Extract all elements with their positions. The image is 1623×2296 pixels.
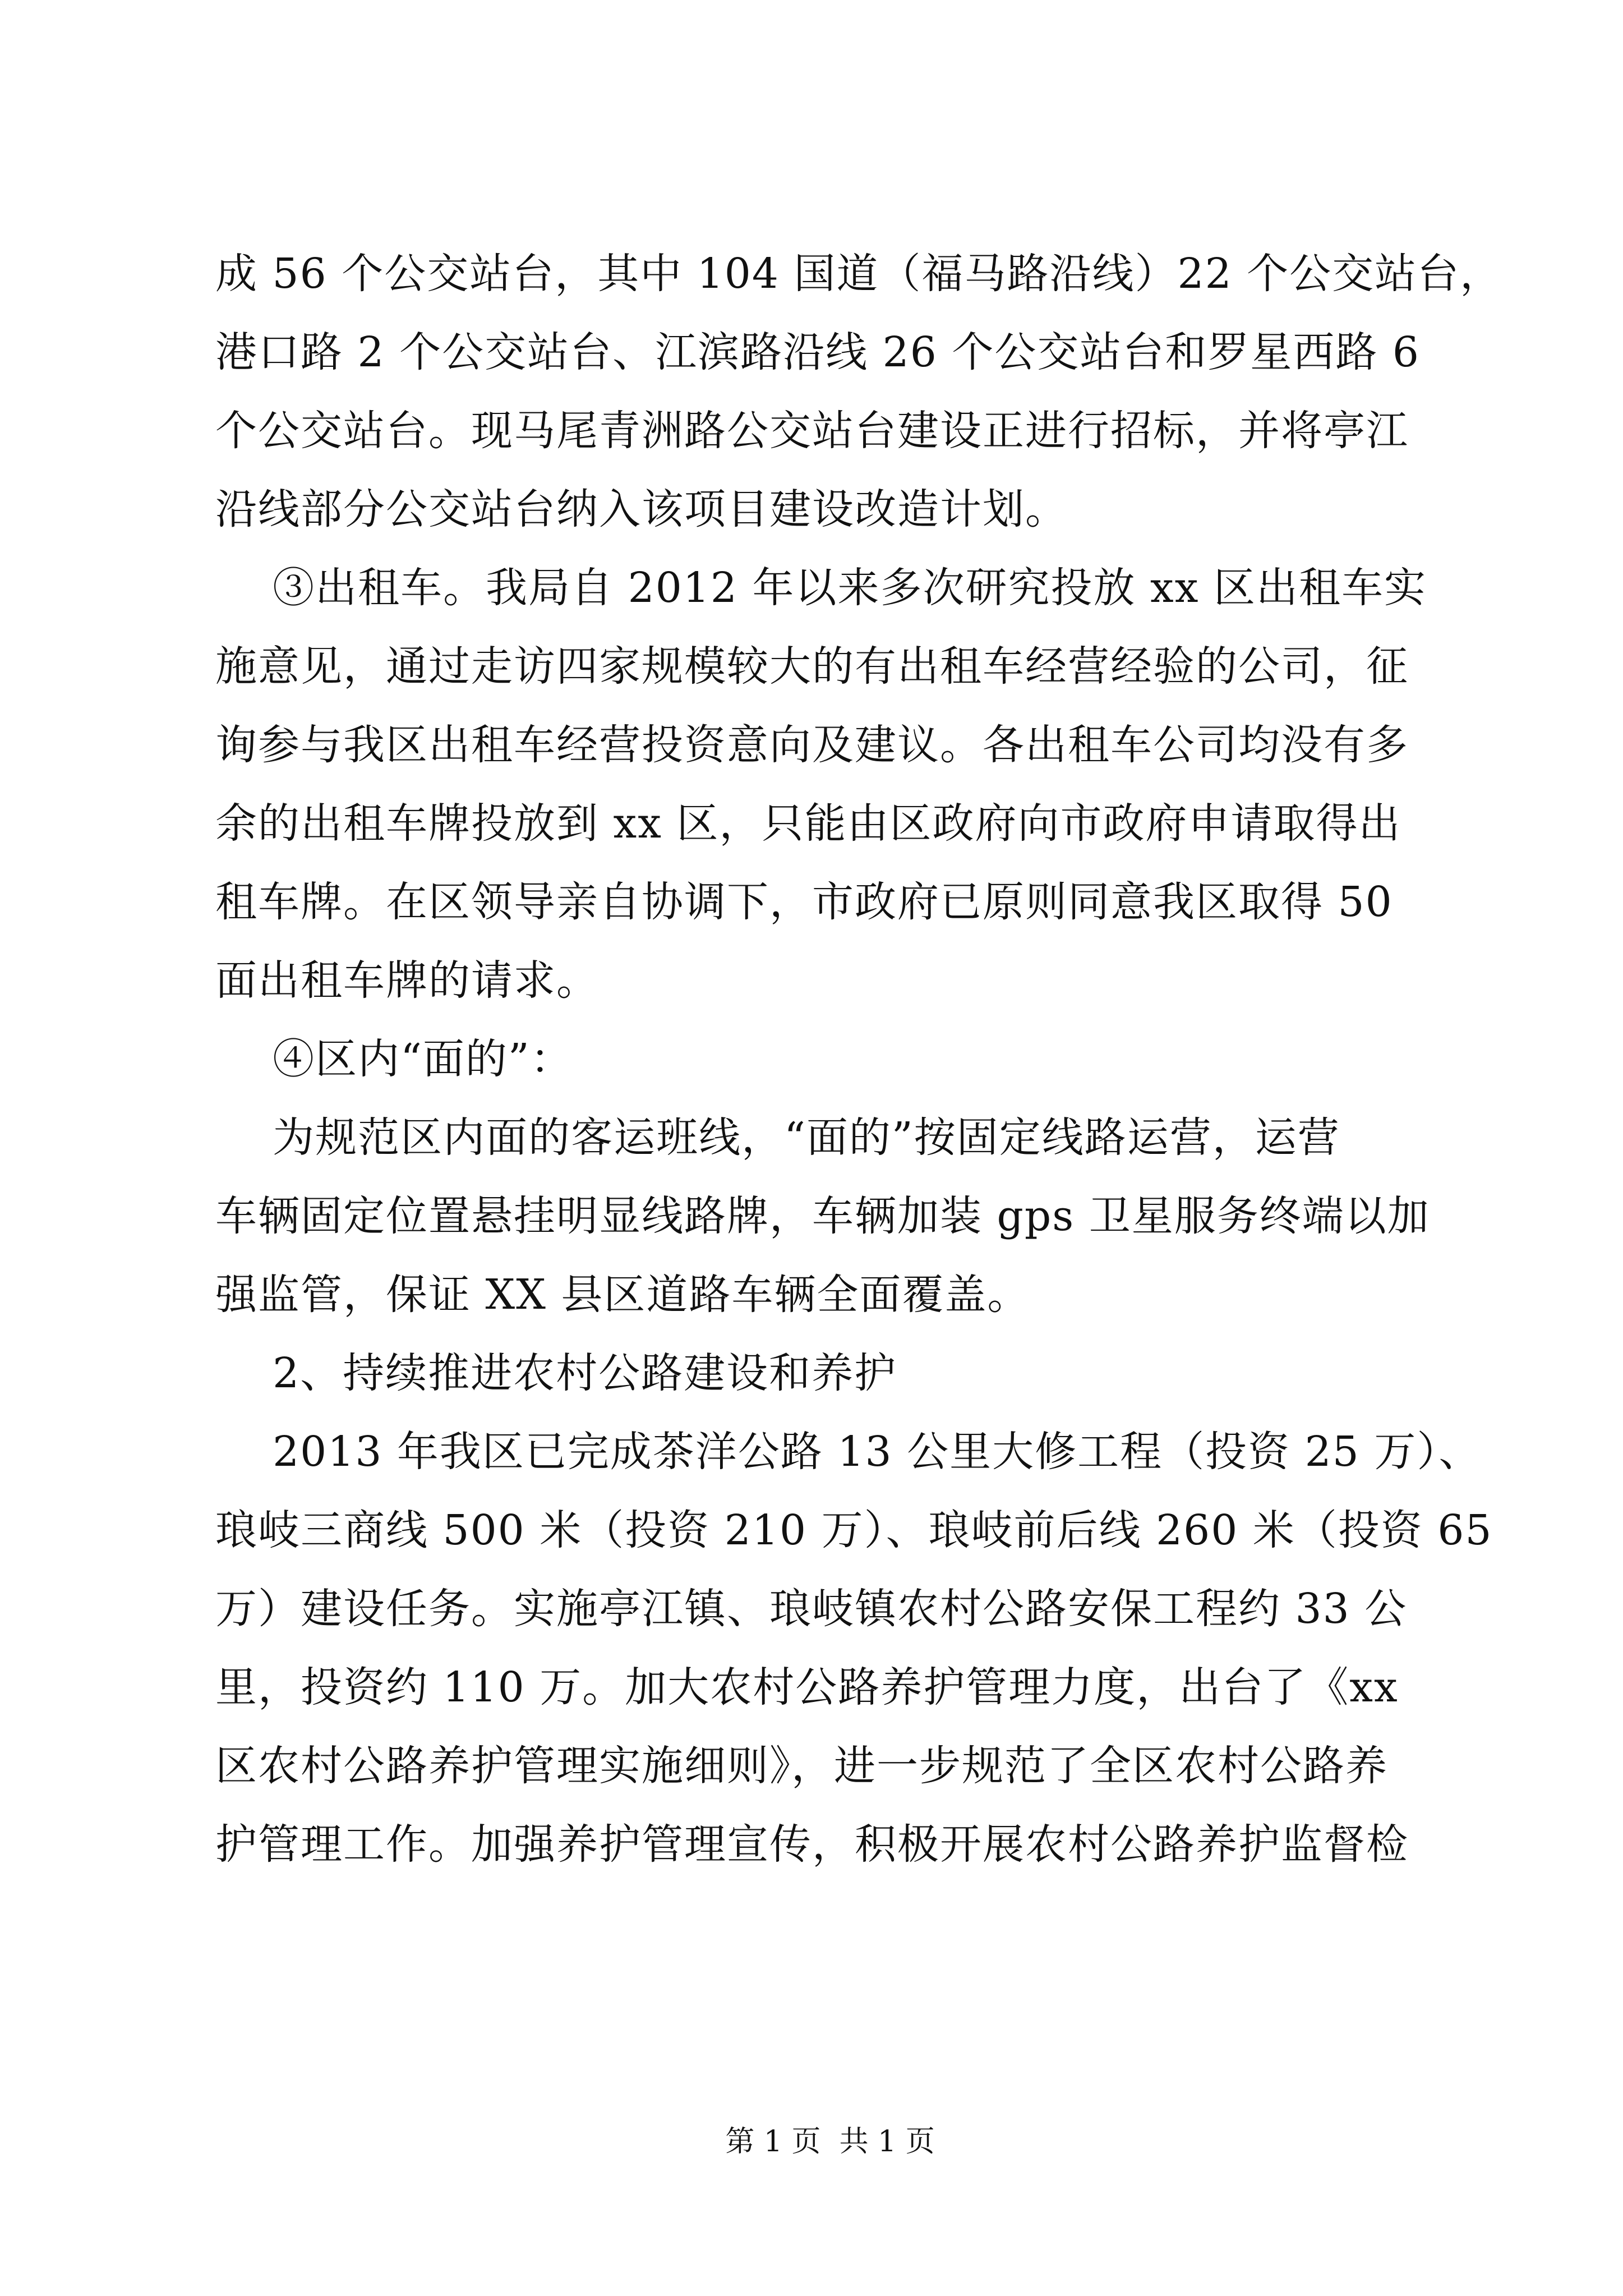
text-line: 万）建设任务。实施亭江镇、琅岐镇农村公路安保工程约 33 公 [215, 1585, 1408, 1633]
text-line: 施意见，通过走访四家规模较大的有出租车经营经验的公司，征 [215, 642, 1409, 691]
text-line: 余的出租车牌投放到 xx 区，只能由区政府向市政府申请取得出 [215, 799, 1401, 848]
text-line: 成 56 个公交站台，其中 104 国道（福马路沿线）22 个公交站台， [215, 250, 1503, 298]
text-line: 强监管，保证 XX 县区道路车辆全面覆盖。 [215, 1271, 1030, 1319]
text-line: 询参与我区出租车经营投资意向及建议。各出租车公司均没有多 [215, 721, 1409, 769]
text-line: 里，投资约 110 万。加大农村公路养护管理力度，出台了《xx [215, 1663, 1399, 1711]
page-footer [0, 2074, 1623, 2209]
text-line: 租车牌。在区领导亲自协调下，市政府已原则同意我区取得 50 [215, 878, 1393, 926]
text-line: 面出租车牌的请求。 [215, 956, 599, 1005]
page-number-label: 第 1 页 共 1 页 [725, 2125, 935, 2159]
text-line: 护管理工作。加强养护管理宣传，积极开展农村公路养护监督检 [215, 1820, 1409, 1869]
text-line: 区农村公路养护管理实施细则》，进一步规范了全区农村公路养 [215, 1742, 1388, 1790]
body-text [215, 234, 1503, 1884]
text-line: 港口路 2 个公交站台、江滨路沿线 26 个公交站台和罗星西路 6 [215, 328, 1420, 376]
text-line: 沿线部分公交站台纳入该项目建设改造计划。 [215, 485, 1068, 533]
text-line: 个公交站台。现马尾青洲路公交站台建设正进行招标，并将亭江 [215, 407, 1409, 455]
text-line: 为规范区内面的客运班线，“面的”按固定线路运营，运营 [215, 1114, 1340, 1162]
text-line: ③出租车。我局自 2012 年以来多次研究投放 xx 区出租车实 [215, 564, 1427, 612]
text-line: 2、持续推进农村公路建设和养护 [215, 1349, 897, 1397]
text-line: ④区内“面的”： [215, 1035, 573, 1083]
text-line: 车辆固定位置悬挂明显线路牌，车辆加装 gps 卫星服务终端以加 [215, 1192, 1430, 1240]
text-line: 2013 年我区已完成茶洋公路 13 公里大修工程（投资 25 万）、 [215, 1428, 1482, 1476]
text-line: 琅岐三商线 500 米（投资 210 万）、琅岐前后线 260 米（投资 65 [215, 1506, 1493, 1554]
